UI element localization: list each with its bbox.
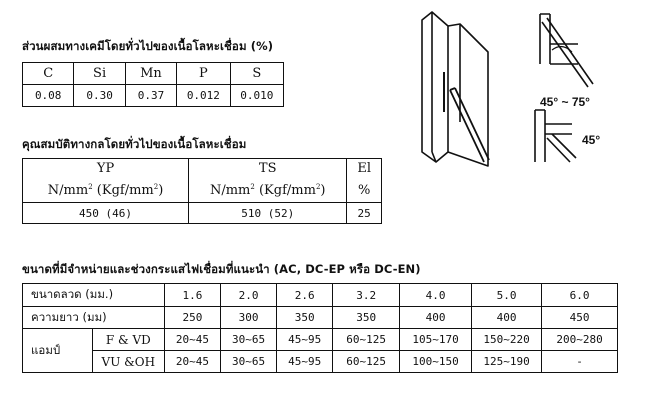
length-value-7: 450 xyxy=(542,307,618,329)
sizes-heading: ขนาดที่มีจำหน่ายและช่วงกระแสไฟเชื่อมที่แนะนำ (AC, DC-EP หรือ DC-EN) xyxy=(22,262,421,276)
fvd-value-5: 105~170 xyxy=(400,329,472,351)
composition-header-c: C xyxy=(23,63,74,85)
electrode-tip xyxy=(450,88,455,90)
composition-header-s: S xyxy=(230,63,283,85)
ts-unit-sup: 2 xyxy=(250,182,255,191)
lower-plate-horizontal xyxy=(545,124,572,134)
el-value: 25 xyxy=(347,203,382,224)
ts-header: TS xyxy=(189,159,347,179)
length-label: ความยาว (มม) xyxy=(23,307,165,329)
length-value-4: 350 xyxy=(333,307,400,329)
vuoh-value-5: 100~150 xyxy=(400,351,472,373)
angle-single-label: 45° xyxy=(582,133,601,147)
fvd-value-2: 30~65 xyxy=(221,329,277,351)
composition-header-si: Si xyxy=(74,63,125,85)
diameter-label: ขนาดลวด (มม.) xyxy=(23,284,165,307)
yp-value: 450 (46) xyxy=(23,203,189,224)
composition-header-mn: Mn xyxy=(125,63,176,85)
vuoh-value-3: 45~95 xyxy=(277,351,333,373)
fvd-label: F & VD xyxy=(92,329,164,351)
composition-heading: ส่วนผสมทางเคมีโดยทั่วไปของเนื้อโลหะเชื่อม (%) xyxy=(22,39,274,53)
fvd-value-6: 150~220 xyxy=(472,329,542,351)
composition-value-p: 0.012 xyxy=(177,85,230,107)
vuoh-value-1: 20~45 xyxy=(164,351,220,373)
diameter-value-5: 4.0 xyxy=(400,284,472,307)
yp-unit-suffix: ) xyxy=(158,182,164,198)
amp-label: แอมป์ xyxy=(23,329,93,373)
diameter-value-6: 5.0 xyxy=(472,284,542,307)
length-value-3: 350 xyxy=(277,307,333,329)
diameter-value-2: 2.0 xyxy=(221,284,277,307)
mechanical-table xyxy=(22,158,382,224)
yp-unit-sup: 2 xyxy=(88,182,93,191)
length-value-5: 400 xyxy=(400,307,472,329)
yp-unit-sup-2: 2 xyxy=(153,182,159,191)
ts-unit-mid: (Kgf/mm xyxy=(254,182,316,198)
vuoh-value-7: - xyxy=(542,351,618,373)
sizes-table xyxy=(22,283,618,373)
ts-value: 510 (52) xyxy=(189,203,347,224)
composition-value-c: 0.08 xyxy=(23,85,74,107)
fvd-value-1: 20~45 xyxy=(164,329,220,351)
el-header: El xyxy=(347,159,382,179)
ts-unit xyxy=(189,179,347,203)
mechanical-heading: คุณสมบัติทางกลโดยทั่วไปของเนื้อโลหะเชื่อม xyxy=(22,137,247,151)
composition-value-s: 0.010 xyxy=(230,85,283,107)
fvd-value-7: 200~280 xyxy=(542,329,618,351)
ts-unit-prefix: N/mm xyxy=(209,182,251,198)
welding-illustration xyxy=(400,2,635,182)
diameter-value-7: 6.0 xyxy=(542,284,618,307)
length-value-1: 250 xyxy=(164,307,220,329)
ts-unit-sup-2: 2 xyxy=(315,182,321,191)
composition-value-mn: 0.37 xyxy=(125,85,176,107)
composition-value-si: 0.30 xyxy=(74,85,125,107)
yp-unit-prefix: N/mm xyxy=(47,182,89,198)
composition-header-p: P xyxy=(177,63,230,85)
vuoh-value-2: 30~65 xyxy=(221,351,277,373)
yp-header: YP xyxy=(23,159,189,179)
lower-electrode xyxy=(547,134,576,162)
diameter-value-1: 1.6 xyxy=(164,284,220,307)
composition-table xyxy=(22,62,284,107)
length-value-2: 300 xyxy=(221,307,277,329)
angle-range-label: 45° ~ 75° xyxy=(540,95,590,109)
diameter-value-4: 3.2 xyxy=(333,284,400,307)
yp-unit xyxy=(23,179,189,203)
yp-unit-mid: (Kgf/mm xyxy=(92,182,154,198)
el-unit: % xyxy=(347,179,382,203)
diameter-value-3: 2.6 xyxy=(277,284,333,307)
electrode xyxy=(450,88,489,162)
ts-unit-suffix: ) xyxy=(320,182,326,198)
vuoh-value-6: 125~190 xyxy=(472,351,542,373)
vuoh-label: VU &OH xyxy=(92,351,164,373)
vuoh-value-4: 60~125 xyxy=(333,351,400,373)
fvd-value-3: 45~95 xyxy=(277,329,333,351)
fvd-value-4: 60~125 xyxy=(333,329,400,351)
length-value-6: 400 xyxy=(472,307,542,329)
lower-plate-vertical xyxy=(535,110,545,162)
vertical-plate-edge xyxy=(432,12,436,162)
